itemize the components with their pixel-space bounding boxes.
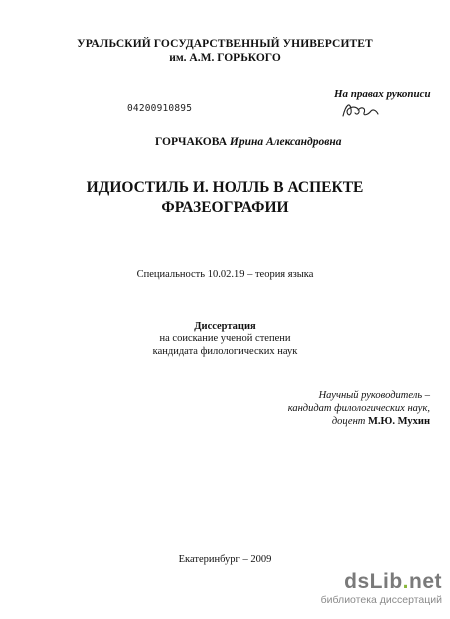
degree-line-2: кандидата филологических наук xyxy=(152,346,298,357)
author-surname: ГОРЧАКОВА xyxy=(155,136,227,148)
handwritten-signature xyxy=(340,100,380,120)
dslib-logo: dsLib.net xyxy=(344,570,442,593)
supervisor-label: Научный руководитель – xyxy=(318,390,430,401)
degree-line-1: на соискание ученой степени xyxy=(159,333,291,344)
dissertation-title-line-1: ИДИОСТИЛЬ И. НОЛЛЬ В АСПЕКТЕ xyxy=(86,179,364,196)
dslib-watermark[interactable] xyxy=(312,570,442,607)
manuscript-rights-label: На правах рукописи xyxy=(334,88,431,100)
dissertation-heading: Диссертация xyxy=(194,321,256,332)
dslib-subtitle: библиотека диссертаций xyxy=(320,594,442,606)
author-name xyxy=(155,136,341,148)
city-year: Екатеринбург – 2009 xyxy=(178,554,272,565)
document-code: 04200910895 xyxy=(127,103,193,114)
dissertation-title-line-2: ФРАЗЕОГРАФИИ xyxy=(161,199,289,216)
author-given-names: Ирина Александровна xyxy=(229,136,342,148)
university-honorific: им. А.М. ГОРЬКОГО xyxy=(169,52,281,64)
university-name: УРАЛЬСКИЙ ГОСУДАРСТВЕННЫЙ УНИВЕРСИТЕТ xyxy=(77,38,373,50)
supervisor-name: М.Ю. Мухин xyxy=(368,416,430,427)
supervisor-name-line xyxy=(332,416,430,427)
specialty: Специальность 10.02.19 – теория языка xyxy=(136,269,314,280)
supervisor-position: доцент xyxy=(331,416,366,427)
supervisor-degree: кандидат филологических наук, xyxy=(287,403,430,414)
